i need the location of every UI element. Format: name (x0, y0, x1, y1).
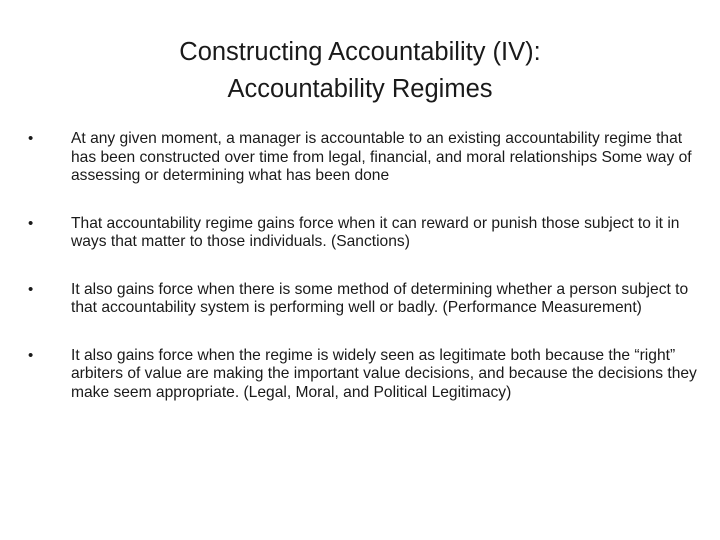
bullet-list (28, 130, 698, 402)
bullet-text: It also gains force when the regime is widely seen as legitimate both because the “right” arbiters of value are making the important value decisions, and because the decisions they make seem appropriate. (Legal, Moral, and Political Legitimacy) (71, 346, 697, 401)
slide-title (60, 34, 660, 108)
title-line-2: Accountability Regimes (227, 75, 493, 103)
title-line-1: Constructing Accountability (IV): (179, 38, 541, 66)
bullet-item (28, 281, 698, 318)
bullet-item (28, 215, 698, 252)
bullet-marker: • (28, 280, 34, 298)
bullet-marker: • (28, 214, 34, 232)
bullet-text: At any given moment, a manager is accountable to an existing accountability regime that has been constructed over time from legal, financial, and moral relationships Some way of assessing or determining what has been done (71, 130, 692, 184)
bullet-item (28, 347, 698, 403)
bullet-item (28, 130, 698, 186)
bullet-text: It also gains force when there is some method of determining whether a person subject to that accountability system is performing well or badly. (Performance Measurement) (71, 280, 689, 316)
bullet-marker: • (28, 346, 34, 364)
bullet-text: That accountability regime gains force when it can reward or punish those subject to it in ways that matter to those individuals. (Sanctions) (71, 214, 680, 250)
bullet-marker: • (28, 130, 34, 147)
